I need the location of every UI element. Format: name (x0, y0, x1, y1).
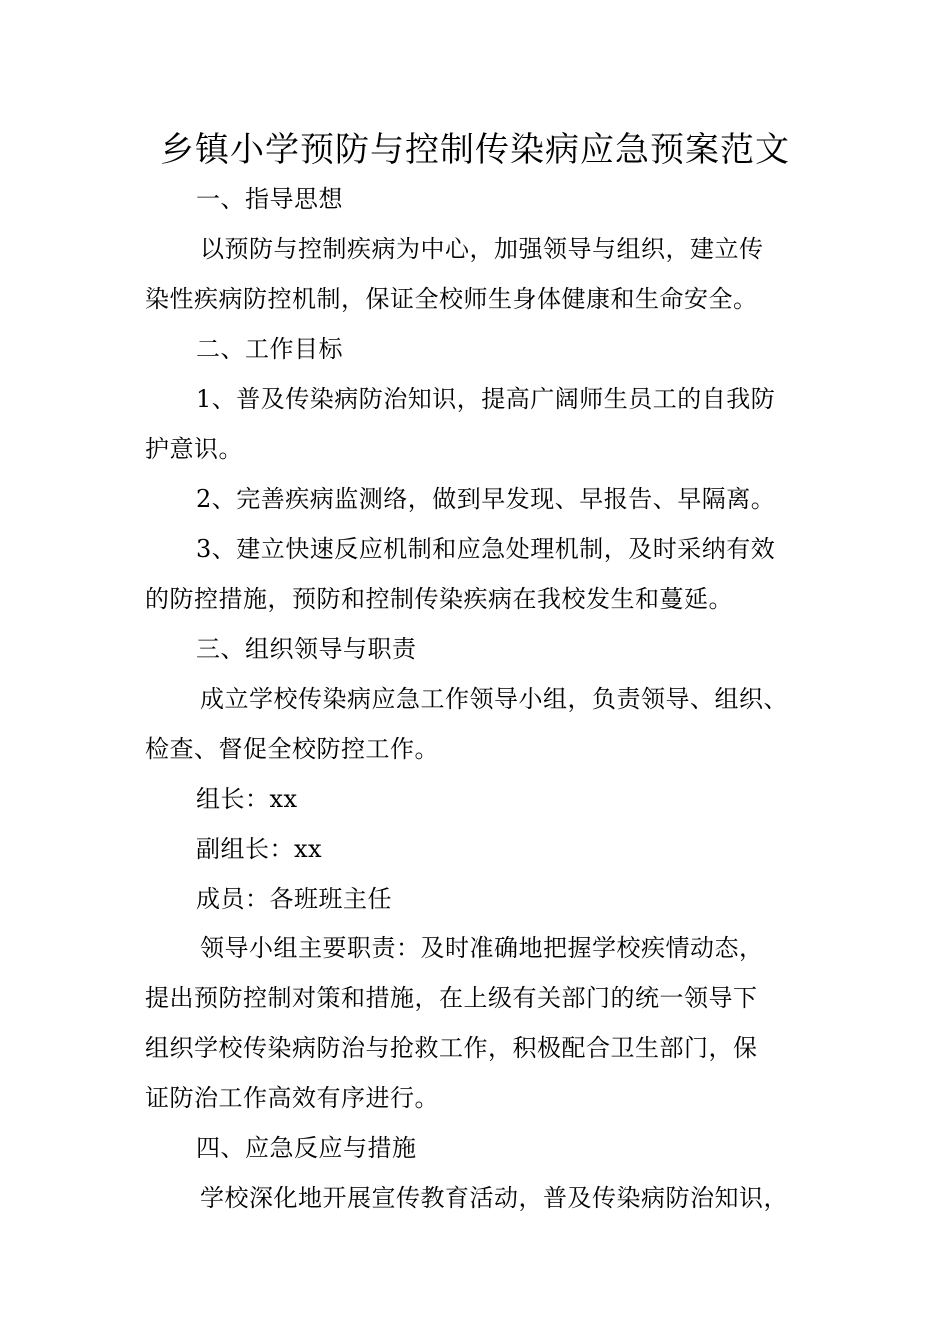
paragraph-line: 组织学校传染病防治与抢救工作，积极配合卫生部门，保 (145, 1034, 758, 1062)
paragraph-line: 组长：xx (196, 785, 298, 813)
paragraph-line: 染性疾病防控机制，保证全校师生身体健康和生命安全。 (145, 285, 758, 313)
document-title: 乡镇小学预防与控制传染病应急预案范文 (160, 130, 790, 170)
section-heading: 四、应急反应与措施 (196, 1134, 417, 1162)
paragraph-line: 成员：各班班主任 (196, 885, 392, 913)
section-heading: 二、工作目标 (196, 335, 343, 363)
paragraph-line: 成立学校传染病应急工作领导小组，负责领导、组织、 (200, 685, 788, 713)
paragraph-line: 以预防与控制疾病为中心，加强领导与组织，建立传 (200, 235, 764, 263)
section-heading: 一、指导思想 (196, 185, 343, 213)
paragraph-line: 证防治工作高效有序进行。 (145, 1084, 439, 1112)
paragraph-line: 学校深化地开展宣传教育活动，普及传染病防治知识， (200, 1184, 788, 1212)
paragraph-line: 2、完善疾病监测络，做到早发现、早报告、早隔离。 (196, 485, 776, 513)
paragraph-line: 的防控措施，预防和控制传染疾病在我校发生和蔓延。 (145, 585, 733, 613)
paragraph-line: 副组长：xx (196, 835, 323, 863)
section-heading: 三、组织领导与职责 (196, 635, 417, 663)
paragraph-line: 护意识。 (145, 435, 243, 463)
paragraph-line: 提出预防控制对策和措施，在上级有关部门的统一领导下 (145, 984, 758, 1012)
paragraph-line: 检查、督促全校防控工作。 (145, 735, 439, 763)
paragraph-line: 领导小组主要职责：及时准确地把握学校疾情动态， (200, 934, 764, 962)
paragraph-line: 1、普及传染病防治知识，提高广阔师生员工的自我防 (196, 385, 776, 413)
paragraph-line: 3、建立快速反应机制和应急处理机制，及时采纳有效 (196, 535, 776, 563)
